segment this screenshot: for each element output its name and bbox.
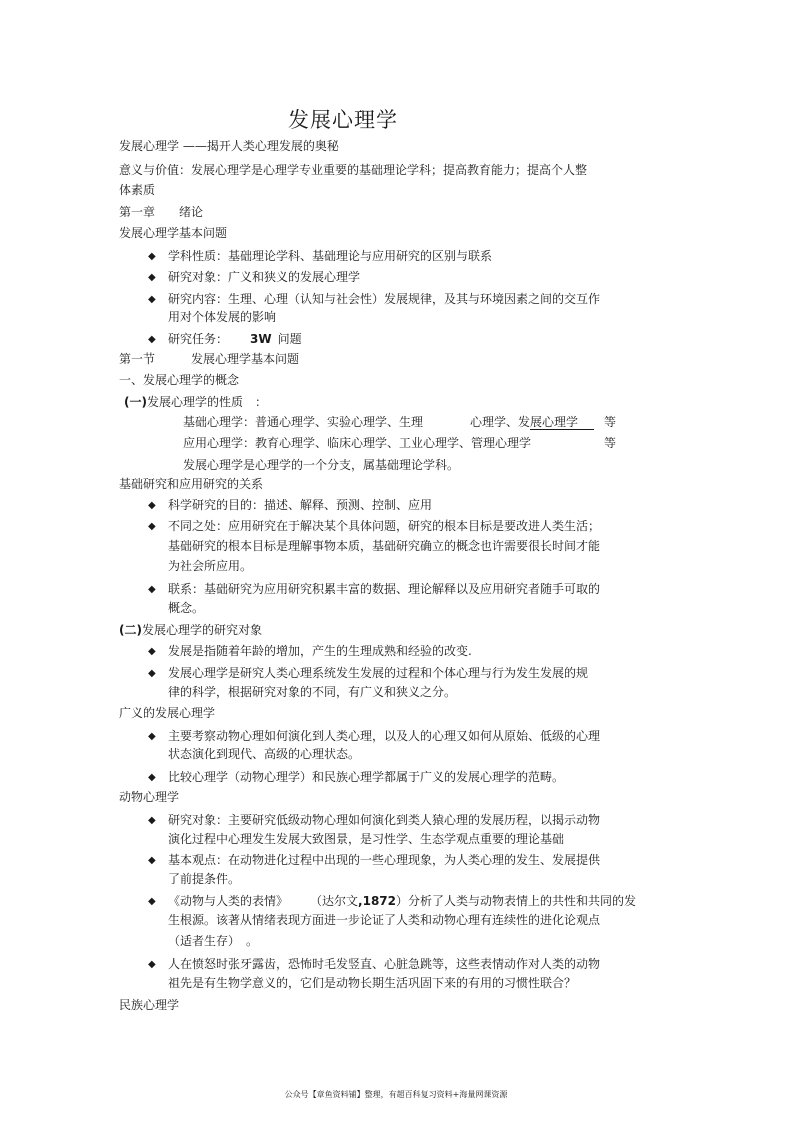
bullet-icon: ◆ xyxy=(148,294,156,305)
meaning-line-1: 意义与价值：发展心理学是心理学专业重要的基础理论学科；提高教育能力；提高个人整 xyxy=(119,163,588,177)
bullet-icon: ◆ xyxy=(148,772,156,783)
darwin-year: ,1872 xyxy=(358,894,396,908)
broad-heading: 广义的发展心理学 xyxy=(119,706,216,720)
bullet-icon: ◆ xyxy=(148,646,156,657)
broad-compare: 比较心理学（动物心理学）和民族心理学都属于广义的发展心理学的范畴。 xyxy=(168,770,565,784)
issue-task-suffix: 问题 xyxy=(277,332,302,346)
basic-issues-heading: 发展心理学基本问题 xyxy=(119,226,228,240)
relation-link-1: 联系：基础研究为应用研究积累丰富的数据、理论解释以及应用研究者随手可取的 xyxy=(168,582,601,596)
page-title: 发展心理学 xyxy=(288,108,398,132)
issue-task xyxy=(168,331,302,347)
concept-heading: 一、发展心理学的概念 xyxy=(119,373,240,387)
anger-line-2: 祖先是有生物学意义的，它们是动物长期生活巩固下来的有用的习惯性联合？ xyxy=(168,976,577,990)
object-heading xyxy=(119,622,262,638)
animal-view-2: 了前提条件。 xyxy=(168,872,241,886)
chapter-heading: 第一章 绪论 xyxy=(119,205,204,219)
issue-content-2: 用对个体发展的影响 xyxy=(168,310,277,324)
basic-psych-b-text: 心理学、发 xyxy=(470,415,531,429)
nature-label: (一) xyxy=(124,395,147,409)
issue-object: 研究对象：广义和狭义的发展心理学 xyxy=(168,270,361,284)
object-text: 发展心理学的研究对象 xyxy=(141,623,262,637)
section-heading: 第一节 发展心理学基本问题 xyxy=(119,352,300,366)
relation-diff-2: 基础研究的根本目标是理解事物本质，基础研究确立的概念也许需要很长时间才能 xyxy=(168,539,601,553)
bullet-icon: ◆ xyxy=(148,668,156,679)
darwin-book: 《动物与人类的表情》 xyxy=(168,894,289,908)
issue-content-1: 研究内容：生理、心理（认知与社会性）发展规律，及其与环境因素之间的交互作 xyxy=(168,292,601,306)
bullet-icon: ◆ xyxy=(148,272,156,283)
issue-task-bold: 3W xyxy=(250,332,272,346)
issue-task-prefix: 研究任务： xyxy=(168,332,229,346)
bullet-icon: ◆ xyxy=(148,584,156,595)
basic-psych-b xyxy=(470,414,594,430)
footer-note: 公众号【章鱼资料铺】整理，有超百科复习资料+海量网课资源 xyxy=(284,1090,508,1099)
animal-object-2: 演化过程中心理发生发展大致图景，是习性学、生态学观点重要的理论基础 xyxy=(168,832,565,846)
darwin-rest: ）分析了人类与动物表情上的共性和共同的发 xyxy=(396,894,637,908)
relation-purpose: 科学研究的目的：描述、解释、预测、控制、应用 xyxy=(168,498,433,512)
bullet-icon: ◆ xyxy=(148,896,156,907)
bullet-icon: ◆ xyxy=(148,251,156,262)
bullet-icon: ◆ xyxy=(148,731,156,742)
animal-heading: 动物心理学 xyxy=(119,790,180,804)
darwin-line-2: 生根源。该著从情绪表现方面进一步论证了人类和动物心理有连续性的进化论观点 xyxy=(168,913,601,927)
issue-nature: 学科性质：基础理论学科、基础理论与应用研究的区别与联系 xyxy=(168,249,493,263)
darwin-author: （达尔文 xyxy=(310,894,359,908)
basic-psych-underlined: 展心理学 xyxy=(530,416,594,430)
basic-psych-a: 基础心理学：普通心理学、实验心理学、生理 xyxy=(183,415,424,429)
applied-psych-etc: 等 xyxy=(604,436,617,450)
branch-statement: 发展心理学是心理学的一个分支，属基础理论学科。 xyxy=(183,458,460,472)
bullet-icon: ◆ xyxy=(148,500,156,511)
animal-object-1: 研究对象：主要研究低级动物心理如何演化到类人猿心理的发展历程，以揭示动物 xyxy=(168,813,601,827)
bullet-icon: ◆ xyxy=(148,815,156,826)
bullet-icon: ◆ xyxy=(148,855,156,866)
broad-main-2: 状态演化到现代、高级的心理状态。 xyxy=(168,747,361,761)
applied-psych: 应用心理学：教育心理学、临床心理学、工业心理学、管理心理学 xyxy=(183,436,532,450)
basic-psych-etc: 等 xyxy=(604,415,617,429)
object-def-2: 律的科学，根据研究对象的不同，有广义和狭义之分。 xyxy=(168,685,457,699)
anger-line-1: 人在愤怒时张牙露齿，恐怖时毛发竖直、心脏急跳等，这些表情动作对人类的动物 xyxy=(168,957,601,971)
animal-view-1: 基本观点：在动物进化过程中出现的一些心理现象，为人类心理的发生、发展提供 xyxy=(168,853,601,867)
broad-main-1: 主要考察动物心理如何演化到人类心理，以及人的心理又如何从原始、低级的心理 xyxy=(168,729,601,743)
relation-link-2: 概念。 xyxy=(168,601,205,615)
object-def-1: 发展心理学是研究人类心理系统发生发展的过程和个体心理与行为发生发展的规 xyxy=(168,666,589,680)
ethnic-heading: 民族心理学 xyxy=(119,998,180,1012)
bullet-icon: ◆ xyxy=(148,959,156,970)
subtitle: 发展心理学 ——揭开人类心理发展的奥秘 xyxy=(119,139,339,153)
object-label: (二) xyxy=(119,623,142,637)
darwin-line-3: （适者生存） 。 xyxy=(168,934,259,948)
nature-text: 发展心理学的性质 ： xyxy=(146,395,267,409)
relation-diff-3: 为社会所应用。 xyxy=(168,559,253,573)
darwin-line-1 xyxy=(168,893,636,909)
meaning-line-2: 体素质 xyxy=(119,183,156,197)
relation-heading: 基础研究和应用研究的关系 xyxy=(119,477,264,491)
bullet-icon: ◆ xyxy=(148,521,156,532)
relation-diff-1: 不同之处：应用研究在于解决某个具体问题，研究的根本目标是要改进人类生活； xyxy=(168,519,601,533)
nature-heading xyxy=(124,394,267,410)
bullet-icon: ◆ xyxy=(148,334,156,345)
object-dev: 发展是指随着年龄的增加，产生的生理成熟和经验的改变. xyxy=(168,644,472,658)
